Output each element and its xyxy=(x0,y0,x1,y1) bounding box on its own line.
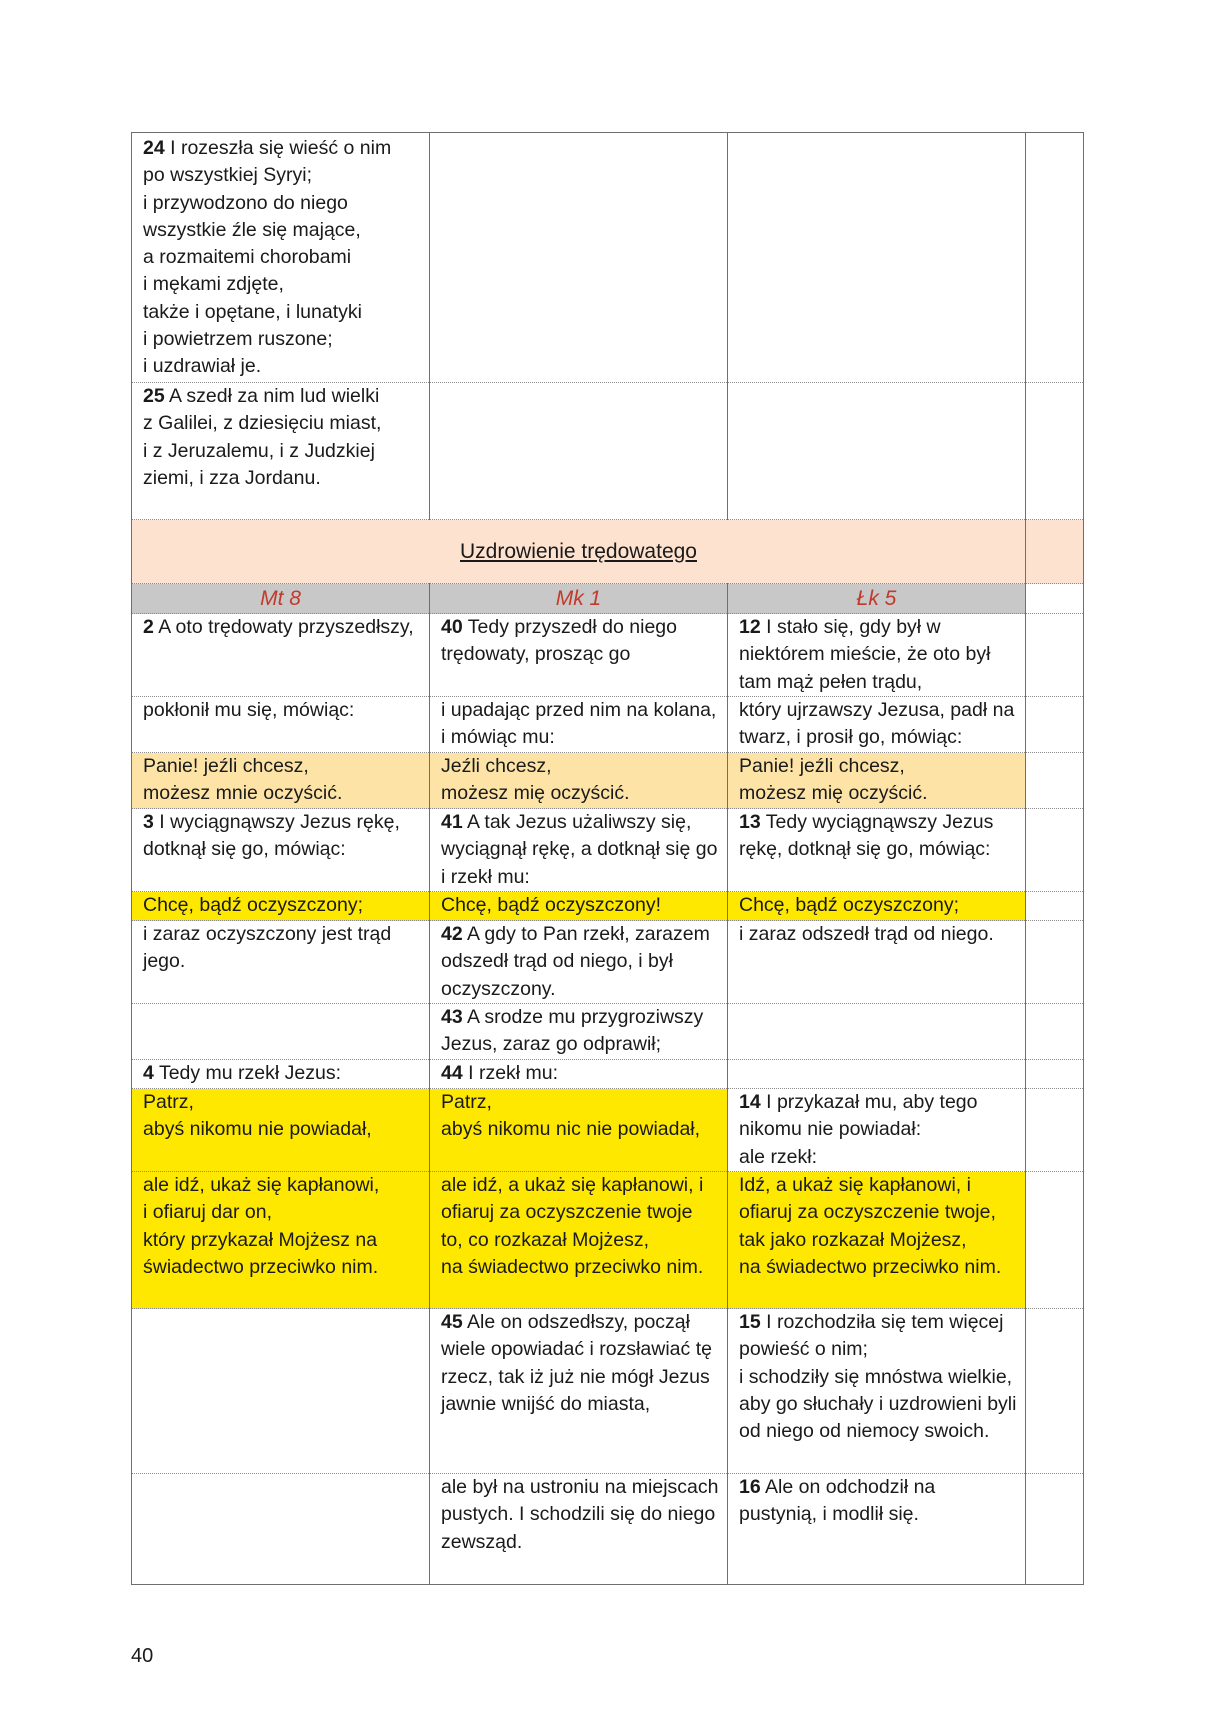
mt-cell xyxy=(132,921,430,1004)
verse-number: 3 xyxy=(143,811,154,833)
table-row xyxy=(132,1474,1084,1585)
table-row xyxy=(132,1060,1084,1089)
verse-text: możesz mię oczyścić. xyxy=(739,782,928,805)
verse-number: 24 xyxy=(143,137,165,159)
synopsis-table xyxy=(131,132,1084,1585)
section-title-row xyxy=(132,520,1084,584)
notes-cell xyxy=(1026,1474,1084,1585)
mt-cell xyxy=(132,133,430,383)
notes-cell xyxy=(1026,383,1084,520)
verse-text: A gdy to Pan rzekł, zarazem odszedł trąd od niego, i był oczyszczony. xyxy=(441,923,710,1000)
column-header-lk: Łk 5 xyxy=(728,584,1026,614)
lk-cell xyxy=(728,697,1026,753)
mt-cell xyxy=(132,1309,430,1474)
verse-text: I rozeszła się wieść o nim xyxy=(170,137,392,159)
table-row xyxy=(132,753,1084,809)
notes-cell xyxy=(1026,1309,1084,1474)
mk-cell xyxy=(430,614,728,697)
lk-cell xyxy=(728,1004,1026,1060)
mt-cell xyxy=(132,1060,430,1089)
notes-cell xyxy=(1026,892,1084,921)
verse-text: ale był na ustroniu na miejscach pustych. I schodzili się do niego zewsząd. xyxy=(441,1476,719,1553)
verse-text: Panie! jeźli chcesz, xyxy=(143,755,309,777)
mk-cell xyxy=(430,1004,728,1060)
verse-text: i mękami zdjęte, xyxy=(143,273,284,296)
lk-cell xyxy=(728,753,1026,809)
verse-text: i zaraz odszedł trąd od niego. xyxy=(739,923,994,945)
verse-number: 2 xyxy=(143,616,154,638)
column-header-mk: Mk 1 xyxy=(430,584,728,614)
mt-cell xyxy=(132,1474,430,1585)
verse-text: ale idź, ukaż się kapłanowi, xyxy=(143,1174,380,1196)
mk-cell xyxy=(430,892,728,921)
verse-number: 25 xyxy=(143,385,165,407)
mt-cell xyxy=(132,1089,430,1172)
table-row xyxy=(132,1004,1084,1060)
verse-number: 4 xyxy=(143,1062,154,1084)
mt-cell xyxy=(132,1004,430,1060)
verse-text: z Galilei, z dziesięciu miast, xyxy=(143,412,382,435)
lk-cell xyxy=(728,1474,1026,1585)
mt-cell xyxy=(132,892,430,921)
verse-text: możesz mię oczyścić. xyxy=(441,782,630,805)
verse-text: Tedy przyszedł do niego trędowaty, prosząc go xyxy=(441,616,677,666)
lk-cell xyxy=(728,809,1026,892)
mt-cell xyxy=(132,614,430,697)
notes-cell xyxy=(1026,697,1084,753)
mk-cell xyxy=(430,133,728,383)
verse-text: abyś nikomu nie powiadał, xyxy=(143,1118,372,1141)
verse-text: i ofiaruj dar on, xyxy=(143,1201,272,1224)
verse-text: I rzekł mu: xyxy=(468,1062,559,1084)
verse-text: i schodziły się mnóstwa wielkie, aby go słuchały i uzdrowieni byli od niego od niemocy swoich. xyxy=(739,1365,1017,1443)
verse-text: i z Jeruzalemu, i z Judzkiej xyxy=(143,439,375,462)
mt-cell xyxy=(132,383,430,520)
mk-cell xyxy=(430,1089,728,1172)
verse-text: Chcę, bądź oczyszczony; xyxy=(739,894,960,916)
notes-cell xyxy=(1026,133,1084,383)
mk-cell xyxy=(430,1309,728,1474)
mk-cell xyxy=(430,753,728,809)
lk-cell xyxy=(728,1089,1026,1172)
verse-text: i powietrzem ruszone; xyxy=(143,328,333,351)
verse-text: A tak Jezus użaliwszy się, wyciągnął rękę, a dotknął się go i rzekł mu: xyxy=(441,811,718,888)
table-row xyxy=(132,1089,1084,1172)
verse-number: 14 xyxy=(739,1091,761,1113)
mt-cell xyxy=(132,753,430,809)
mk-cell xyxy=(430,809,728,892)
table-row xyxy=(132,614,1084,697)
verse-text: A szedł za nim lud wielki xyxy=(169,385,380,407)
notes-cell xyxy=(1026,1089,1084,1172)
verse-number: 44 xyxy=(441,1062,463,1084)
verse-text: na świadectwo przeciwko nim. xyxy=(441,1255,704,1278)
table-row xyxy=(132,383,1084,520)
verse-text: świadectwo przeciwko nim. xyxy=(143,1255,379,1278)
mt-cell xyxy=(132,697,430,753)
verse-number: 16 xyxy=(739,1476,761,1498)
verse-number: 12 xyxy=(739,616,761,638)
table-row xyxy=(132,1309,1084,1474)
section-title-text: Uzdrowienie trędowatego xyxy=(460,539,697,563)
notes-cell xyxy=(1026,1060,1084,1089)
verse-text: wszystkie źle się mające, xyxy=(143,218,361,241)
verse-number: 42 xyxy=(441,923,463,945)
verse-text: i zaraz oczyszczony jest trąd jego. xyxy=(143,923,392,973)
mk-cell xyxy=(430,1474,728,1585)
verse-number: 43 xyxy=(441,1006,463,1028)
table-row xyxy=(132,1172,1084,1309)
notes-cell xyxy=(1026,584,1084,614)
verse-text: na świadectwo przeciwko nim. xyxy=(739,1255,1002,1278)
lk-cell xyxy=(728,892,1026,921)
verse-text: Chcę, bądź oczyszczony; xyxy=(143,894,364,916)
verse-text: ziemi, i zza Jordanu. xyxy=(143,466,321,489)
verse-number: 41 xyxy=(441,811,463,833)
notes-cell xyxy=(1026,921,1084,1004)
lk-cell xyxy=(728,921,1026,1004)
verse-number: 15 xyxy=(739,1311,761,1333)
verse-text: i przywodzono do niego xyxy=(143,191,348,214)
verse-text: Ale on odszedłszy, począł wiele opowiadać i rozsławiać tę rzecz, tak iż już nie mógł Jezus jawnie wnijść do miasta, xyxy=(441,1311,712,1415)
verse-text: a rozmaitemi chorobami xyxy=(143,246,352,269)
lk-cell xyxy=(728,1060,1026,1089)
notes-cell xyxy=(1026,753,1084,809)
verse-text: po wszystkiej Syryi; xyxy=(143,164,313,187)
verse-text: I stało się, gdy był w niektórem mieście, że oto był tam mąż pełen trądu, xyxy=(739,616,991,693)
verse-text: Patrz, xyxy=(441,1091,492,1113)
mk-cell xyxy=(430,697,728,753)
mk-cell xyxy=(430,921,728,1004)
mt-cell xyxy=(132,1172,430,1309)
mk-cell xyxy=(430,383,728,520)
lk-cell xyxy=(728,133,1026,383)
verse-text: Ale on odchodził na pustynią, i modlił się. xyxy=(739,1476,936,1526)
verse-text: I rozchodziła się tem więcej powieść o nim; xyxy=(739,1311,1004,1361)
verse-number: 40 xyxy=(441,616,463,638)
verse-text: pokłonił mu się, mówiąc: xyxy=(143,699,355,721)
verse-text: A srodze mu przygroziwszy Jezus, zaraz go odprawił; xyxy=(441,1006,704,1056)
notes-cell xyxy=(1026,1004,1084,1060)
section-title xyxy=(132,520,1026,584)
lk-cell xyxy=(728,383,1026,520)
verse-text: Panie! jeźli chcesz, xyxy=(739,755,905,777)
verse-text: który ujrzawszy Jezusa, padł na twarz, i prosił go, mówiąc: xyxy=(739,699,1015,749)
verse-number: 45 xyxy=(441,1311,463,1333)
mk-cell xyxy=(430,1060,728,1089)
lk-cell xyxy=(728,1172,1026,1309)
page-number: 40 xyxy=(131,1645,154,1667)
verse-text: Tedy mu rzekł Jezus: xyxy=(158,1062,341,1084)
mk-cell xyxy=(430,1172,728,1309)
verse-text: i upadając przed nim na kolana, i mówiąc mu: xyxy=(441,699,717,749)
lk-cell xyxy=(728,1309,1026,1474)
verse-text: Tedy wyciągnąwszy Jezus rękę, dotknął się go, mówiąc: xyxy=(739,811,994,861)
mt-cell xyxy=(132,809,430,892)
column-header-row xyxy=(132,584,1084,614)
notes-cell xyxy=(1026,614,1084,697)
verse-text: także i opętane, i lunatyki xyxy=(143,300,362,323)
verse-text: A oto trędowaty przyszedłszy, xyxy=(158,616,414,638)
table-row xyxy=(132,133,1084,383)
table-row xyxy=(132,892,1084,921)
verse-text: I wyciągnąwszy Jezus rękę, dotknął się go, mówiąc: xyxy=(143,811,400,861)
column-header-mt: Mt 8 xyxy=(132,584,430,614)
table-row xyxy=(132,809,1084,892)
notes-cell xyxy=(1026,1172,1084,1309)
verse-text: Patrz, xyxy=(143,1091,194,1113)
verse-text: Idź, a ukaż się kapłanowi, i ofiaruj za oczyszczenie twoje, tak jako rozkazał Mojżesz, xyxy=(739,1174,996,1251)
verse-text: Jeźli chcesz, xyxy=(441,755,552,777)
lk-cell xyxy=(728,614,1026,697)
verse-number: 13 xyxy=(739,811,761,833)
notes-cell xyxy=(1026,809,1084,892)
verse-text: i uzdrawiał je. xyxy=(143,355,262,378)
verse-text: ale rzekł: xyxy=(739,1145,818,1168)
verse-text: ale idź, a ukaż się kapłanowi, i ofiaruj za oczyszczenie twoje to, co rozkazał Mojżesz, xyxy=(441,1174,704,1251)
verse-text: abyś nikomu nic nie powiadał, xyxy=(441,1118,701,1141)
table-row xyxy=(132,921,1084,1004)
notes-cell xyxy=(1026,520,1084,584)
verse-text: możesz mnie oczyścić. xyxy=(143,782,343,805)
verse-text: Chcę, bądź oczyszczony! xyxy=(441,894,662,916)
table-row xyxy=(132,697,1084,753)
verse-text: I przykazał mu, aby tego nikomu nie powiadał: xyxy=(739,1091,978,1141)
verse-text: który przykazał Mojżesz na xyxy=(143,1228,378,1251)
